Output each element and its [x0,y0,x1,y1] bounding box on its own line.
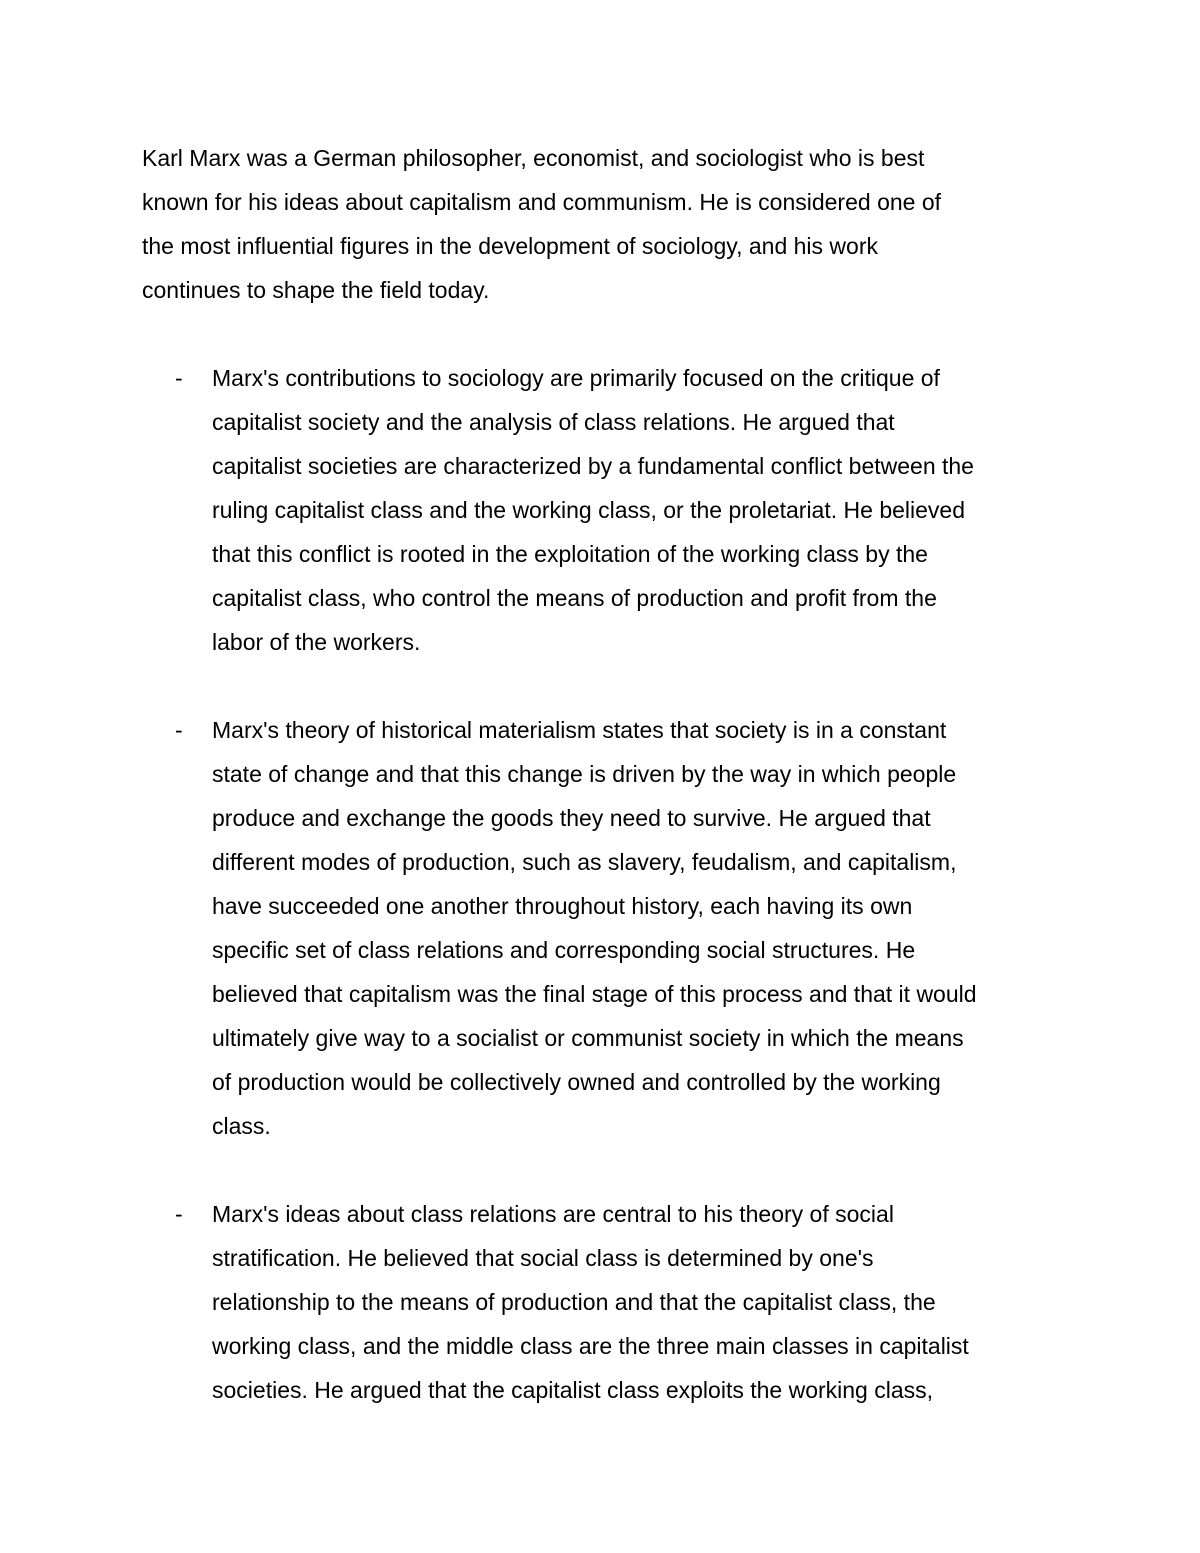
bullet-dash: - [175,717,183,743]
bullet-line: Marx's ideas about class relations are central to his theory of social [212,1201,894,1227]
bullet-line: different modes of production, such as slavery, feudalism, and capitalism, [212,849,957,875]
bullet-line: working class, and the middle class are the three main classes in capitalist [212,1333,969,1359]
bullet-line: produce and exchange the goods they need to survive. He argued that [212,805,931,831]
bullet-line: believed that capitalism was the final stage of this process and that it would [212,981,977,1007]
bullet-dash: - [175,1201,183,1227]
bullet-item-class-relations [142,1192,1062,1412]
bullet-item-contributions [142,356,1062,664]
bullet-line: that this conflict is rooted in the exploitation of the working class by the [212,541,928,567]
bullet-line: of production would be collectively owned and controlled by the working [212,1069,941,1095]
bullet-line: Marx's theory of historical materialism states that society is in a constant [212,717,947,743]
bullet-dash: - [175,365,183,391]
document-body [142,136,1062,1456]
bullet-line: specific set of class relations and corresponding social structures. He [212,937,916,963]
intro-line: known for his ideas about capitalism and communism. He is considered one of [142,189,942,215]
bullet-line: stratification. He believed that social class is determined by one's [212,1245,874,1271]
bullet-line: ruling capitalist class and the working class, or the proletariat. He believed [212,497,965,523]
bullet-line: capitalist society and the analysis of class relations. He argued that [212,409,895,435]
bullet-line: have succeeded one another throughout history, each having its own [212,893,913,919]
bullet-line: class. [212,1113,271,1139]
bullet-line: Marx's contributions to sociology are primarily focused on the critique of [212,365,940,391]
intro-paragraph [142,136,1062,312]
intro-line: Karl Marx was a German philosopher, economist, and sociologist who is best [142,145,925,171]
bullet-line: ultimately give way to a socialist or communist society in which the means [212,1025,964,1051]
intro-line: continues to shape the field today. [142,277,490,303]
bullet-line: societies. He argued that the capitalist class exploits the working class, [212,1377,934,1403]
bullet-line: capitalist class, who control the means of production and profit from the [212,585,937,611]
bullet-line: capitalist societies are characterized by a fundamental conflict between the [212,453,974,479]
intro-line: the most influential figures in the development of sociology, and his work [142,233,878,259]
bullet-line: labor of the workers. [212,629,421,655]
bullet-item-historical-materialism [142,708,1062,1148]
bullet-line: relationship to the means of production and that the capitalist class, the [212,1289,936,1315]
bullet-line: state of change and that this change is driven by the way in which people [212,761,957,787]
